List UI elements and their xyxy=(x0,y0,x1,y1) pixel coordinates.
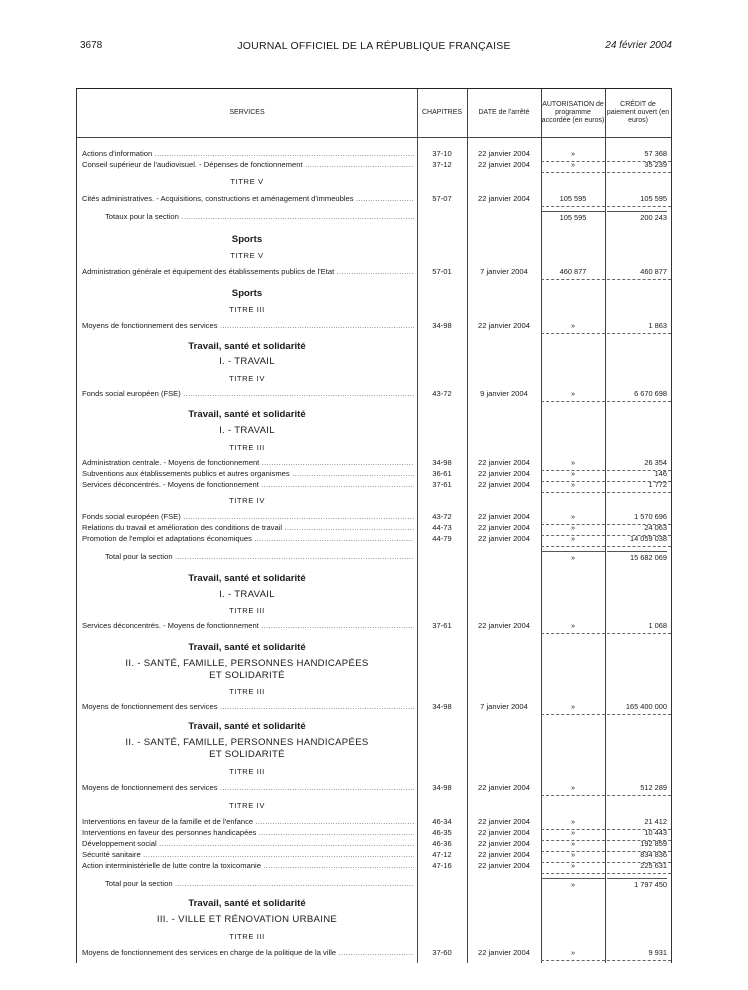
credit-amount: 1 797 450 xyxy=(607,878,667,890)
authorization-amount: » xyxy=(541,551,605,563)
service-label: Total pour la section ..... xyxy=(105,878,414,889)
service-label: Administration générale et équipement des établissements publics de l'Etat ..... xyxy=(82,266,414,277)
credit-amount: 1 863 xyxy=(648,321,667,330)
table-row xyxy=(77,148,671,159)
chapter-code: 34-98 xyxy=(432,458,452,467)
part-heading: I. - TRAVAIL xyxy=(219,356,275,367)
authorization-amount: » xyxy=(570,160,576,169)
column-header-chapitres: CHAPITRES xyxy=(421,109,463,116)
credit-amount: 6 670 698 xyxy=(634,389,667,398)
credit-amount: 10 443 xyxy=(644,828,667,837)
row-rule xyxy=(541,960,671,961)
part-heading: ET SOLIDARITÉ xyxy=(209,749,285,760)
row-rule xyxy=(541,279,671,280)
service-label: Moyens de fonctionnement des services ..... xyxy=(82,782,414,793)
chapter-code: 57-01 xyxy=(432,267,452,276)
authorization-amount: » xyxy=(570,783,576,792)
authorization-amount: » xyxy=(570,702,576,711)
decree-date: 22 janvier 2004 xyxy=(478,512,530,521)
part-heading: III. - VILLE ET RÉNOVATION URBAINE xyxy=(156,914,338,925)
row-rule xyxy=(541,795,671,796)
decree-date: 22 janvier 2004 xyxy=(478,480,530,489)
row-rule xyxy=(541,333,671,334)
service-label: Action interministérielle de lutte contre la toxicomanie ..... xyxy=(82,860,414,871)
table-row xyxy=(77,849,671,860)
section-heading: Travail, santé et solidarité xyxy=(188,573,306,584)
decree-date: 22 janvier 2004 xyxy=(478,850,530,859)
table-row xyxy=(77,320,671,331)
table-row xyxy=(77,522,671,533)
credit-amount: 512 289 xyxy=(640,783,667,792)
part-heading: II. - SANTÉ, FAMILLE, PERSONNES HANDICAPÉES xyxy=(125,658,369,669)
chapter-code: 47-12 xyxy=(432,850,452,859)
table-row xyxy=(77,388,671,399)
authorization-amount: » xyxy=(570,523,576,532)
credit-amount: 1 068 xyxy=(648,621,667,630)
authorization-amount: » xyxy=(570,817,576,826)
credit-amount: 1 772 xyxy=(648,480,667,489)
total-row xyxy=(77,211,671,222)
column-header-date: DATE de l'arrêté xyxy=(478,109,530,116)
authorization-amount: » xyxy=(570,458,576,467)
chapter-code: 57-07 xyxy=(432,194,452,203)
chapter-code: 37-10 xyxy=(432,149,452,158)
row-rule xyxy=(541,873,671,874)
section-heading: Travail, santé et solidarité xyxy=(188,898,306,909)
row-rule xyxy=(541,633,671,634)
credit-amount: 57 368 xyxy=(644,149,667,158)
authorization-amount: » xyxy=(570,861,576,870)
header-rule xyxy=(77,137,671,138)
service-label: Cités administratives. - Acquisitions, constructions et aménagement d'immeubles ..... xyxy=(82,193,414,204)
authorization-amount: 105 595 xyxy=(559,194,587,203)
part-heading: I. - TRAVAIL xyxy=(219,589,275,600)
service-label: Conseil supérieur de l'audiovisuel. - Dépenses de fonctionnement ..... xyxy=(82,159,414,170)
authorization-amount: » xyxy=(570,621,576,630)
chapter-code: 44-73 xyxy=(432,523,452,532)
authorization-amount: » xyxy=(570,850,576,859)
authorization-amount: » xyxy=(570,321,576,330)
service-label: Interventions en faveur de la famille et de l'enfance ..... xyxy=(82,816,414,827)
service-label: Moyens de fonctionnement des services ..... xyxy=(82,701,414,712)
chapter-code: 37-61 xyxy=(432,480,452,489)
authorization-amount: » xyxy=(570,389,576,398)
chapter-code: 46-34 xyxy=(432,817,452,826)
decree-date: 22 janvier 2004 xyxy=(478,194,530,203)
table-row xyxy=(77,468,671,479)
service-label: Relations du travail et amélioration des conditions de travail ..... xyxy=(82,522,414,533)
authorization-amount: » xyxy=(570,839,576,848)
authorization-amount: 460 877 xyxy=(559,267,587,276)
section-heading: Sports xyxy=(231,288,263,299)
chapter-code: 37-61 xyxy=(432,621,452,630)
chapter-code: 37-12 xyxy=(432,160,452,169)
decree-date: 22 janvier 2004 xyxy=(478,948,530,957)
row-rule xyxy=(541,546,671,547)
authorization-amount: » xyxy=(570,948,576,957)
authorization-amount: » xyxy=(570,149,576,158)
service-label: Sécurité sanitaire ..... xyxy=(82,849,414,860)
authorization-amount: 105 595 xyxy=(541,211,605,223)
service-label: Subventions aux établissements publics et autres organismes ..... xyxy=(82,468,414,479)
titre-heading: TITRE IV xyxy=(228,801,266,810)
decree-date: 22 janvier 2004 xyxy=(478,149,530,158)
service-label: Moyens de fonctionnement des services ..... xyxy=(82,320,414,331)
chapter-code: 34-98 xyxy=(432,321,452,330)
chapter-code: 46-36 xyxy=(432,839,452,848)
service-label: Totaux pour la section ..... xyxy=(105,211,414,222)
table-row xyxy=(77,479,671,490)
authorization-amount: » xyxy=(570,512,576,521)
titre-heading: TITRE IV xyxy=(228,374,266,383)
chapter-code: 34-98 xyxy=(432,702,452,711)
authorization-amount: » xyxy=(570,469,576,478)
credit-amount: 9 931 xyxy=(648,948,667,957)
credit-amount: 146 xyxy=(654,469,667,478)
service-label: Total pour la section ..... xyxy=(105,551,414,562)
chapter-code: 46-35 xyxy=(432,828,452,837)
page-number: 3678 xyxy=(80,40,103,51)
column-header-autorisation: AUTORISATION de programme accordée (en euros) xyxy=(541,101,605,124)
table-row xyxy=(77,947,671,958)
chapter-code: 34-98 xyxy=(432,783,452,792)
table-row xyxy=(77,511,671,522)
decree-date: 9 janvier 2004 xyxy=(480,389,528,398)
decree-date: 7 janvier 2004 xyxy=(480,267,528,276)
row-rule xyxy=(541,714,671,715)
decree-date: 22 janvier 2004 xyxy=(478,817,530,826)
total-row xyxy=(77,878,671,889)
titre-heading: TITRE III xyxy=(229,443,265,452)
credit-amount: 24 063 xyxy=(644,523,667,532)
chapter-code: 37-60 xyxy=(432,948,452,957)
credit-amount: 35 239 xyxy=(644,160,667,169)
titre-heading: TITRE III xyxy=(229,687,265,696)
credit-amount: 834 836 xyxy=(640,850,667,859)
service-label: Actions d'information ..... xyxy=(82,148,414,159)
row-rule xyxy=(541,172,671,173)
chapter-code: 36-61 xyxy=(432,469,452,478)
service-label: Promotion de l'emploi et adaptations économiques ..... xyxy=(82,533,414,544)
decree-date: 22 janvier 2004 xyxy=(478,469,530,478)
service-label: Interventions en faveur des personnes handicapées ..... xyxy=(82,827,414,838)
authorization-amount: » xyxy=(570,480,576,489)
credit-amount: 192 859 xyxy=(640,839,667,848)
authorization-amount: » xyxy=(570,828,576,837)
decree-date: 22 janvier 2004 xyxy=(478,839,530,848)
table-row xyxy=(77,860,671,871)
column-header-services: SERVICES xyxy=(229,109,265,116)
titre-heading: TITRE III xyxy=(229,767,265,776)
table-row xyxy=(77,701,671,712)
decree-date: 22 janvier 2004 xyxy=(478,621,530,630)
authorization-amount: » xyxy=(541,878,605,890)
section-heading: Travail, santé et solidarité xyxy=(188,642,306,653)
decree-date: 22 janvier 2004 xyxy=(478,523,530,532)
credit-amount: 15 682 069 xyxy=(607,551,667,563)
credit-amount: 14 059 038 xyxy=(630,534,667,543)
row-rule xyxy=(541,206,671,207)
service-label: Moyens de fonctionnement des services en charge de la politique de la ville ..... xyxy=(82,947,414,958)
decree-date: 22 janvier 2004 xyxy=(478,828,530,837)
credit-amount: 460 877 xyxy=(640,267,667,276)
authorization-amount: » xyxy=(570,534,576,543)
service-label: Fonds social européen (FSE) ..... xyxy=(82,388,414,399)
table-row xyxy=(77,533,671,544)
table-row xyxy=(77,266,671,277)
titre-heading: TITRE IV xyxy=(228,496,266,505)
journal-title: JOURNAL OFFICIEL DE LA RÉPUBLIQUE FRANÇAISE xyxy=(237,40,511,52)
credit-amount: 26 354 xyxy=(644,458,667,467)
decree-date: 22 janvier 2004 xyxy=(478,458,530,467)
credit-amount: 1 570 696 xyxy=(634,512,667,521)
part-heading: ET SOLIDARITÉ xyxy=(209,670,285,681)
decree-date: 7 janvier 2004 xyxy=(480,702,528,711)
credit-amount: 105 595 xyxy=(640,194,667,203)
table-row xyxy=(77,457,671,468)
decree-date: 22 janvier 2004 xyxy=(478,861,530,870)
credit-amount: 21 412 xyxy=(644,817,667,826)
section-heading: Sports xyxy=(231,234,263,245)
titre-heading: TITRE III xyxy=(229,305,265,314)
credits-table xyxy=(76,88,672,963)
credit-amount: 200 243 xyxy=(607,211,667,223)
column-header-credit: CRÉDIT de paiement ouvert (en euros) xyxy=(606,101,670,124)
chapter-code: 43-72 xyxy=(432,389,452,398)
table-row xyxy=(77,838,671,849)
credit-amount: 165 400 000 xyxy=(625,702,667,711)
table-row xyxy=(77,159,671,170)
service-label: Développement social ..... xyxy=(82,838,414,849)
row-rule xyxy=(541,401,671,402)
total-row xyxy=(77,551,671,562)
service-label: Fonds social européen (FSE) ..... xyxy=(82,511,414,522)
table-row xyxy=(77,827,671,838)
chapter-code: 47-16 xyxy=(432,861,452,870)
credit-amount: 225 631 xyxy=(640,861,667,870)
row-rule xyxy=(541,492,671,493)
section-heading: Travail, santé et solidarité xyxy=(188,721,306,732)
decree-date: 22 janvier 2004 xyxy=(478,534,530,543)
service-label: Services déconcentrés. - Moyens de fonctionnement ..... xyxy=(82,620,414,631)
table-row xyxy=(77,782,671,793)
part-heading: I. - TRAVAIL xyxy=(219,425,275,436)
titre-heading: TITRE III xyxy=(229,932,265,941)
titre-heading: TITRE V xyxy=(230,251,264,260)
section-heading: Travail, santé et solidarité xyxy=(188,409,306,420)
decree-date: 22 janvier 2004 xyxy=(478,160,530,169)
chapter-code: 43-72 xyxy=(432,512,452,521)
service-label: Services déconcentrés. - Moyens de fonctionnement ..... xyxy=(82,479,414,490)
table-row xyxy=(77,620,671,631)
decree-date: 22 janvier 2004 xyxy=(478,783,530,792)
titre-heading: TITRE III xyxy=(229,606,265,615)
table-row xyxy=(77,816,671,827)
titre-heading: TITRE V xyxy=(230,177,264,186)
part-heading: II. - SANTÉ, FAMILLE, PERSONNES HANDICAPÉES xyxy=(125,737,369,748)
chapter-code: 44-79 xyxy=(432,534,452,543)
section-heading: Travail, santé et solidarité xyxy=(188,341,306,352)
table-row xyxy=(77,193,671,204)
publication-date: 24 février 2004 xyxy=(605,40,672,51)
decree-date: 22 janvier 2004 xyxy=(478,321,530,330)
service-label: Administration centrale. - Moyens de fonctionnement ..... xyxy=(82,457,414,468)
